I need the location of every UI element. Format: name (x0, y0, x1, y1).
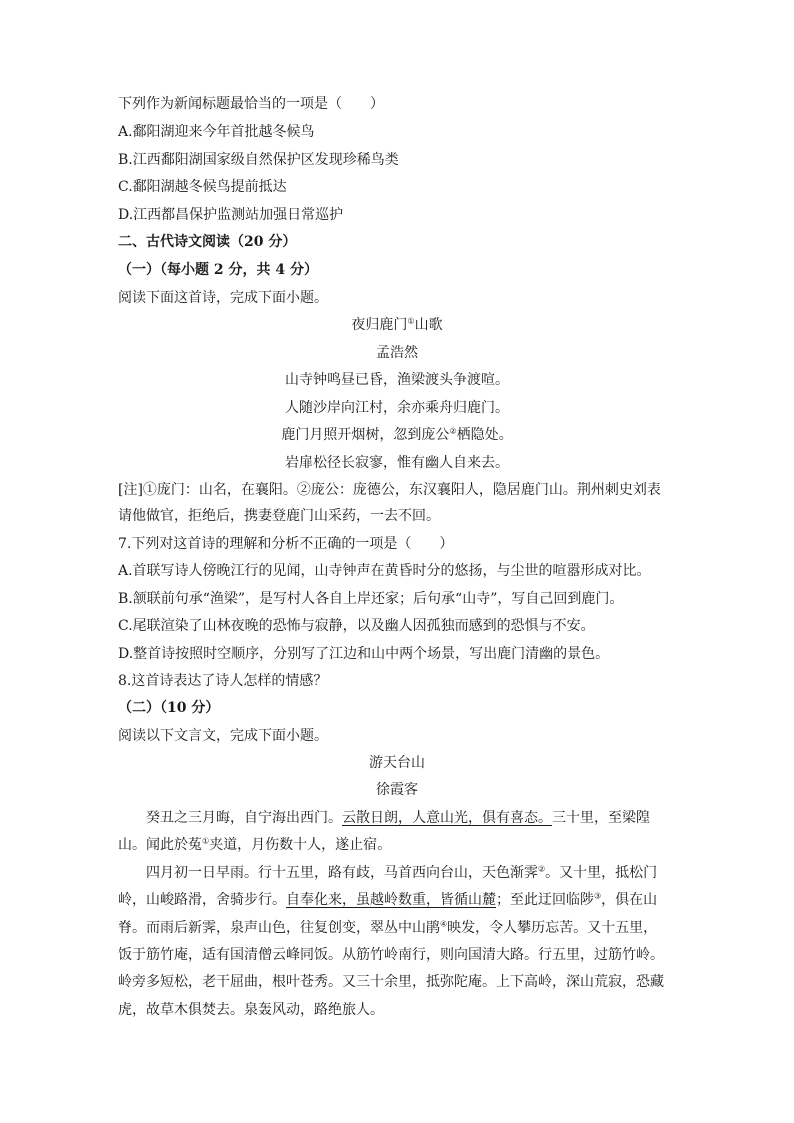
q7-option-c: C.尾联渲染了山林夜晚的恐怖与寂静，以及幽人因孤独而感到的恐惧与不安。 (118, 618, 595, 634)
prose-p2-line-5: 岭旁多短松，老干屈曲，根叶苍秀。又三十余里，抵弥陀庵。上下高岭，深山荒寂，恐藏 (118, 974, 664, 990)
poem-title-note-mark: ① (407, 316, 415, 326)
prose-p2-l2c: ，俱在山 (601, 892, 658, 908)
poem-line-4: 岩扉松径长寂寥，惟有幽人自来去。 (285, 455, 509, 471)
prose-note-mark-2: ② (538, 864, 546, 874)
poem-line-2: 人随沙岸向江村，余亦乘舟归鹿门。 (285, 400, 509, 416)
prose-p2-line-3 (118, 918, 678, 938)
q6-option-a: A.鄱阳湖迎来今年首批越冬候鸟 (118, 124, 315, 140)
prose-p2-l2b: ；至此迂回临陟 (496, 892, 594, 908)
prose-p2-line-2 (118, 890, 678, 910)
q8-stem: 8.这首诗表达了诗人怎样的情感？ (118, 673, 328, 689)
poem-note-line-1: [注]①庞门：山名，在襄阳。②庞公：庞德公，东汉襄阳人，隐居鹿门山。荆州刺史刘表 (118, 482, 661, 498)
q7-stem: 7.下列对这首诗的理解和分析不正确的一项是（ ） (118, 536, 454, 552)
q6-option-d: D.江西都昌保护监测站加强日常巡护 (118, 207, 344, 223)
prose-p2-l3b: 映发，令人攀历忘苦。又十五里， (447, 920, 658, 936)
prose-author: 徐霞客 (376, 782, 418, 798)
prose-p2-line-6: 虎，故草木俱焚去。泉轰风动，路绝旅人。 (118, 1002, 384, 1018)
prose-p1-underlined: 云散日朗，人意山光，俱有喜态。 (342, 810, 552, 826)
part1-heading: （一）（每小题 2 分，共 4 分） (118, 262, 318, 278)
prose-p1-l1b: 三十里，至梁隍 (552, 810, 650, 826)
q7-option-d: D.整首诗按照时空顺序，分别写了江边和山中两个场景，写出鹿门清幽的景色。 (118, 646, 610, 662)
part2-heading: （二）（10 分） (118, 700, 220, 716)
q6-option-c: C.鄱阳湖越冬候鸟提前抵达 (118, 179, 287, 195)
prose-p1-line-2 (118, 835, 678, 855)
prose-p1-l2a: 山。闻此於菟 (118, 837, 202, 853)
poem-line-3-note-mark: ② (449, 426, 457, 436)
prose-title: 游天台山 (369, 755, 425, 771)
poem-line-1: 山寺钟鸣昼已昏，渔梁渡头争渡喧。 (285, 372, 509, 388)
prose-p2-l1a: 四月初一日早雨。行十五里，路有歧，马首西向台山，天色渐霁 (146, 865, 538, 881)
poem-title-b: 山歌 (414, 317, 443, 333)
prose-p2-underlined: 自奉化来，虽越岭数重，皆循山麓 (286, 892, 496, 908)
prose-p2-l2a: 岭，山峻路滑，舍骑步行。 (118, 892, 286, 908)
part2-intro: 阅读以下文言文，完成下面小题。 (118, 728, 328, 744)
prose-p2-line-1 (146, 863, 678, 883)
poem-author: 孟浩然 (376, 345, 418, 361)
poem-note-line-2: 请他做官，拒绝后，携妻登鹿门山采药，一去不回。 (118, 508, 440, 524)
prose-p1-l2b: 夹道，月伤数十人，遂止宿。 (209, 837, 392, 853)
prose-p1-line-1 (146, 808, 678, 828)
prose-p2-l1b: 。又十里，抵松门 (545, 865, 658, 881)
poem-line-3a: 鹿门月照开烟树，忽到庞公 (281, 427, 450, 443)
poem-line-3 (0, 425, 794, 445)
q7-option-a: A.首联写诗人傍晚江行的见闻，山寺钟声在黄昏时分的悠扬，与尘世的喧嚣形成对比。 (118, 563, 651, 579)
q6-option-b: B.江西鄱阳湖国家级自然保护区发现珍稀鸟类 (118, 152, 399, 168)
poem-title (0, 315, 794, 335)
prose-p1-l1a: 癸丑之三月晦，自宁海出西门。 (146, 810, 342, 826)
section-heading: 二、古代诗文阅读（20 分） (118, 234, 297, 250)
prose-p2-line-4: 饭于筋竹庵，适有国清僧云峰同饭。从筋竹岭南行，则向国清大路。行五里，过筋竹岭。 (118, 947, 664, 963)
part1-intro: 阅读下面这首诗，完成下面小题。 (118, 290, 328, 306)
prose-note-mark-4: ④ (440, 919, 448, 929)
q7-option-b: B.颔联前句承“渔梁”，是写村人各自上岸还家；后句承“山寺”，写自己回到鹿门。 (118, 591, 624, 607)
prose-note-mark-3: ③ (594, 891, 602, 901)
poem-title-a: 夜归鹿门 (351, 317, 408, 333)
poem-line-3b: 栖隐处。 (456, 427, 513, 443)
prose-note-mark-1: ① (202, 836, 210, 846)
q6-stem: 下列作为新闻标题最恰当的一项是（ ） (118, 96, 384, 112)
prose-p2-l3a: 脊。而雨后新霁，泉声山色，往复创变，翠丛中山鹃 (118, 920, 440, 936)
